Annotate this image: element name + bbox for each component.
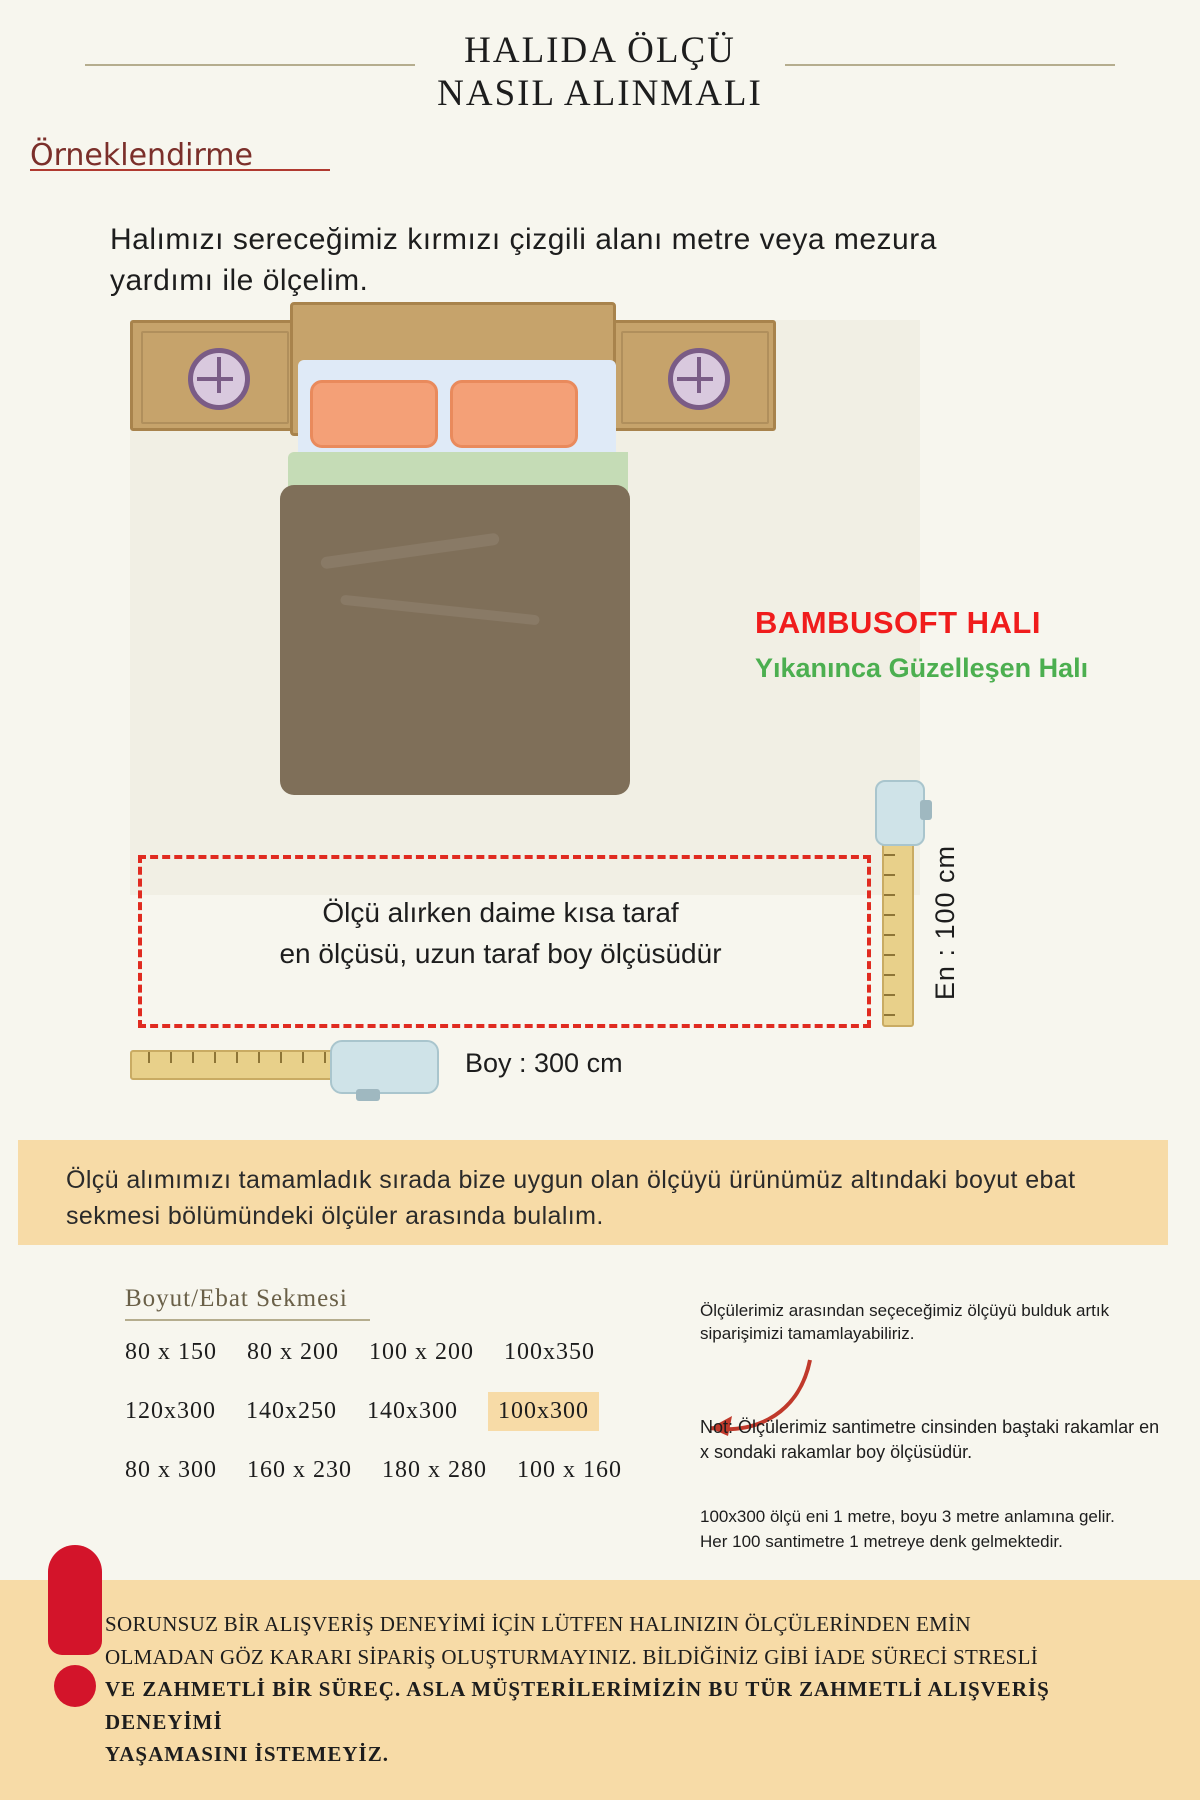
exclamation-dot [54, 1665, 96, 1707]
note-conversion-line1: 100x300 ölçü eni 1 metre, boyu 3 metre anlamına gelir. [700, 1507, 1115, 1526]
duvet-fold-1 [320, 533, 500, 570]
note-conversion-line2: Her 100 santimetre 1 metreye denk gelmektedir. [700, 1531, 1063, 1551]
size-option[interactable]: 180 x 280 [382, 1457, 487, 1483]
warning-line2: OLMADAN GÖZ KARARI SİPARİŞ OLUŞTURMAYINIZ. BİLDİĞİNİZ GİBİ İADE SÜRECİ STRESLİ [105, 1644, 1039, 1669]
page-title-line1: HALIDA ÖLÇÜ [464, 30, 736, 71]
size-option[interactable]: 80 x 300 [125, 1457, 217, 1483]
header-rule-left [85, 64, 415, 66]
note-conversion [700, 1505, 1160, 1554]
tape-case-horizontal [330, 1040, 439, 1094]
carpet-area-instruction [138, 893, 863, 974]
warning-text [0, 1580, 1200, 1771]
brand-block [755, 605, 1088, 684]
size-option[interactable]: 120x300 [125, 1398, 216, 1424]
size-option[interactable]: 160 x 230 [247, 1457, 352, 1483]
intro-paragraph: Halımızı sereceğimiz kırmızı çizgili alanı metre veya mezura yardımı ile ölçelim. [110, 223, 937, 297]
width-label: En : 100 cm [930, 845, 960, 1001]
carpet-area-instruction-line2: en ölçüsü, uzun taraf boy ölçüsüdür [279, 937, 722, 969]
warning-line3: VE ZAHMETLİ BİR SÜREÇ. ASLA MÜŞTERİLERİMİZİN BU TÜR ZAHMETLİ ALIŞVERİŞ DENEYİMİ [105, 1677, 1050, 1734]
pillow-right-icon [450, 380, 578, 448]
size-tab-title: Boyut/Ebat Sekmesi [125, 1285, 348, 1312]
length-label: Boy : 300 cm [465, 1048, 623, 1078]
note-unit-explanation: Not: Ölçülerimiz santimetre cinsinden baştaki rakamlar en x sondaki rakamlar boy ölçüsüdür. [700, 1417, 1160, 1463]
warning-line1: SORUNSUZ BİR ALIŞVERİŞ DENEYİMİ İÇİN LÜTFEN HALINIZIN ÖLÇÜLERİNDEN EMİN [105, 1612, 971, 1636]
section-subtitle [30, 138, 330, 171]
tape-case-vertical [875, 780, 925, 846]
size-option[interactable]: 100x350 [504, 1339, 595, 1365]
carpet-area-instruction-line1: Ölçü alırken daime kısa taraf [322, 897, 679, 928]
pillow-left-icon [310, 380, 438, 448]
tape-band-vertical [882, 838, 914, 1027]
tape-band-horizontal [130, 1050, 349, 1080]
tape-measure-horizontal-icon [130, 1040, 450, 1090]
nightstand-right-knob-icon [668, 348, 730, 410]
nightstand-left-knob-icon [188, 348, 250, 410]
size-tab-section [125, 1285, 685, 1510]
info-banner [18, 1140, 1168, 1245]
brand-slogan: Yıkanınca Güzelleşen Halı [755, 653, 1089, 683]
tape-measure-vertical-icon [875, 780, 915, 1025]
note-selection: Ölçülerimiz arasından seçeceğimiz ölçüyü bulduk artık siparişimizi tamamlayabiliriz. [700, 1301, 1110, 1343]
section-subtitle-text: Örneklendirme [30, 138, 253, 173]
nightstand-left-icon [130, 320, 296, 431]
exclamation-bar [48, 1545, 102, 1655]
size-row [125, 1392, 685, 1431]
warning-line4: YAŞAMASINI İSTEMEYİZ. [105, 1742, 389, 1767]
size-option[interactable]: 80 x 150 [125, 1339, 217, 1365]
size-row [125, 1339, 685, 1366]
duvet-icon [280, 485, 630, 795]
header-rule-right [785, 64, 1115, 66]
nightstand-right-icon [610, 320, 776, 431]
warning-footer [0, 1580, 1200, 1800]
exclamation-icon [40, 1545, 110, 1720]
size-option[interactable]: 140x250 [246, 1398, 337, 1424]
brand-name: BAMBUSOFT HALI [755, 605, 1041, 640]
size-option[interactable]: 100 x 160 [517, 1457, 622, 1483]
page-header [0, 30, 1200, 115]
size-option[interactable]: 80 x 200 [247, 1339, 339, 1365]
info-banner-text: Ölçü alımımızı tamamladık sırada bize uygun olan ölçüyü ürünümüz altındaki boyut ebat sekmesi bölümündeki ölçüler arasında bulalım. [66, 1166, 1076, 1231]
size-option-selected[interactable]: 100x300 [488, 1392, 599, 1431]
size-tab-underline [125, 1319, 370, 1321]
duvet-fold-2 [340, 595, 540, 626]
size-option[interactable]: 140x300 [367, 1398, 458, 1424]
size-row [125, 1457, 685, 1484]
page-title-line2: NASIL ALINMALI [437, 72, 763, 114]
size-option[interactable]: 100 x 200 [369, 1339, 474, 1365]
